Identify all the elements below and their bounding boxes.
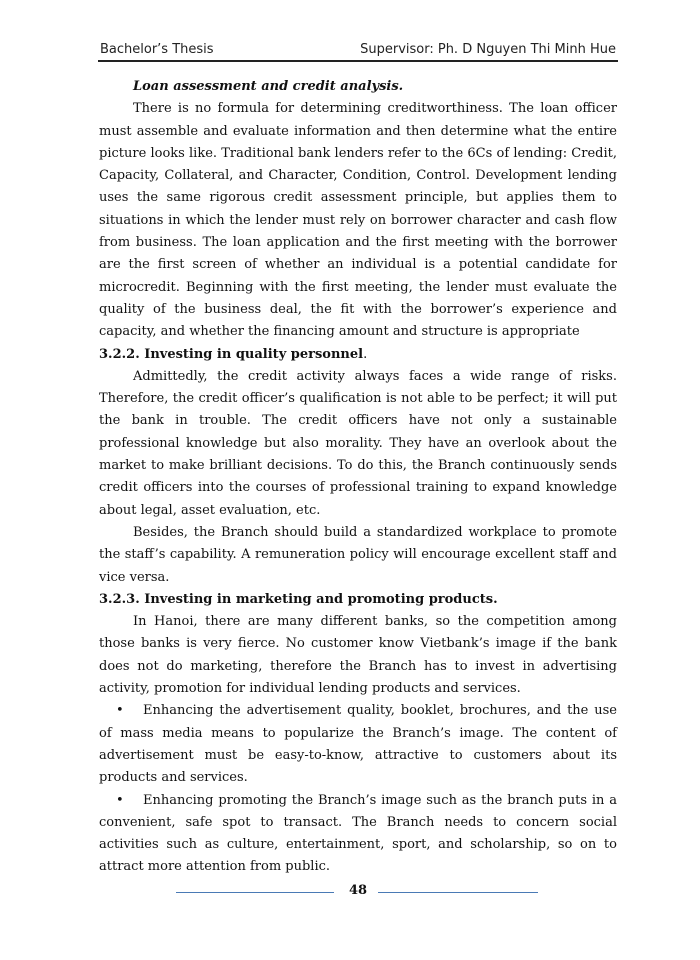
- bullet-dot-icon: •: [116, 792, 124, 808]
- bullet-item-branch-image: [99, 790, 617, 879]
- header-supervisor: Supervisor: Ph. D Nguyen Thi Minh Hue: [360, 42, 616, 57]
- paragraph-creditworthiness: There is no formula for determining creditworthiness. The loan officer must assemble and evaluate information and then determine what the entire picture looks like. Traditional bank lenders refer to the 6Cs of lending: Credit, Capacity, Collateral, and Character, Condition, Control. Development lending uses the same rigorous credit assessment principle, but applies them to situations in which the lender must rely on borrower character and cash flow from business. The loan application and the first meeting with the borrower are the first screen of whether an individual is a potential candidate for microcredit. Beginning with the first meeting, the lender must evaluate the quality of the business deal, the fit with the borrower’s experience and capacity, and whether the financing amount and structure is appropriate: [99, 101, 617, 340]
- bullet-text-advertisement: Enhancing the advertisement quality, booklet, brochures, and the use of mass media means to popularize the Branch’s image. The content of advertisement must be easy-to-know, attractive to customers about its products and services.: [99, 703, 617, 786]
- footer-rule-left: [176, 892, 334, 893]
- paragraph-competition: In Hanoi, there are many different banks, so the competition among those banks is very fierce. No customer know Vietbank’s image if the bank does not do marketing, therefore the Branch has to invest in advertising activity, promotion for individual lending products and services.: [99, 614, 617, 697]
- page-footer: [176, 883, 538, 903]
- page-body: [99, 76, 617, 879]
- paragraph-workplace: Besides, the Branch should build a standardized workplace to promote the staff’s capability. A remuneration policy will encourage excellent staff and vice versa.: [99, 524, 617, 585]
- section-heading-3-2-2: [99, 344, 617, 366]
- bullet-text-branch-image: Enhancing promoting the Branch’s image such as the branch puts in a convenient, safe spot to transact. The Branch needs to concern social activities such as culture, entertainment, sport, and scholarship, so on to attract more attention from public.: [99, 792, 617, 875]
- bullet-dot-icon: •: [116, 703, 124, 719]
- section-heading-3-2-3: 3.2.3. Investing in marketing and promoting products.: [99, 591, 498, 607]
- paragraph-credit-risks: Admittedly, the credit activity always faces a wide range of risks. Therefore, the credit officer’s qualification is not able to be perfect; it will put the bank in trouble. The credit officers have not only a sustainable professional knowledge but also morality. They have an overlook about the market to make brilliant decisions. To do this, the Branch continuously sends credit officers into the courses of professional training to expand knowledge about legal, asset evaluation, etc.: [99, 368, 617, 518]
- page-number: 48: [348, 883, 368, 898]
- bullet-item-advertisement: [99, 700, 617, 789]
- subheading-loan-assessment: Loan assessment and credit analysis.: [133, 79, 404, 94]
- section-heading-3-2-2-period: .: [363, 346, 368, 362]
- section-heading-3-2-2-text: 3.2.2. Investing in quality personnel: [99, 346, 364, 362]
- footer-rule-right: [378, 892, 538, 893]
- header-thesis-title: Bachelor’s Thesis: [100, 42, 214, 57]
- page-header: [98, 38, 618, 62]
